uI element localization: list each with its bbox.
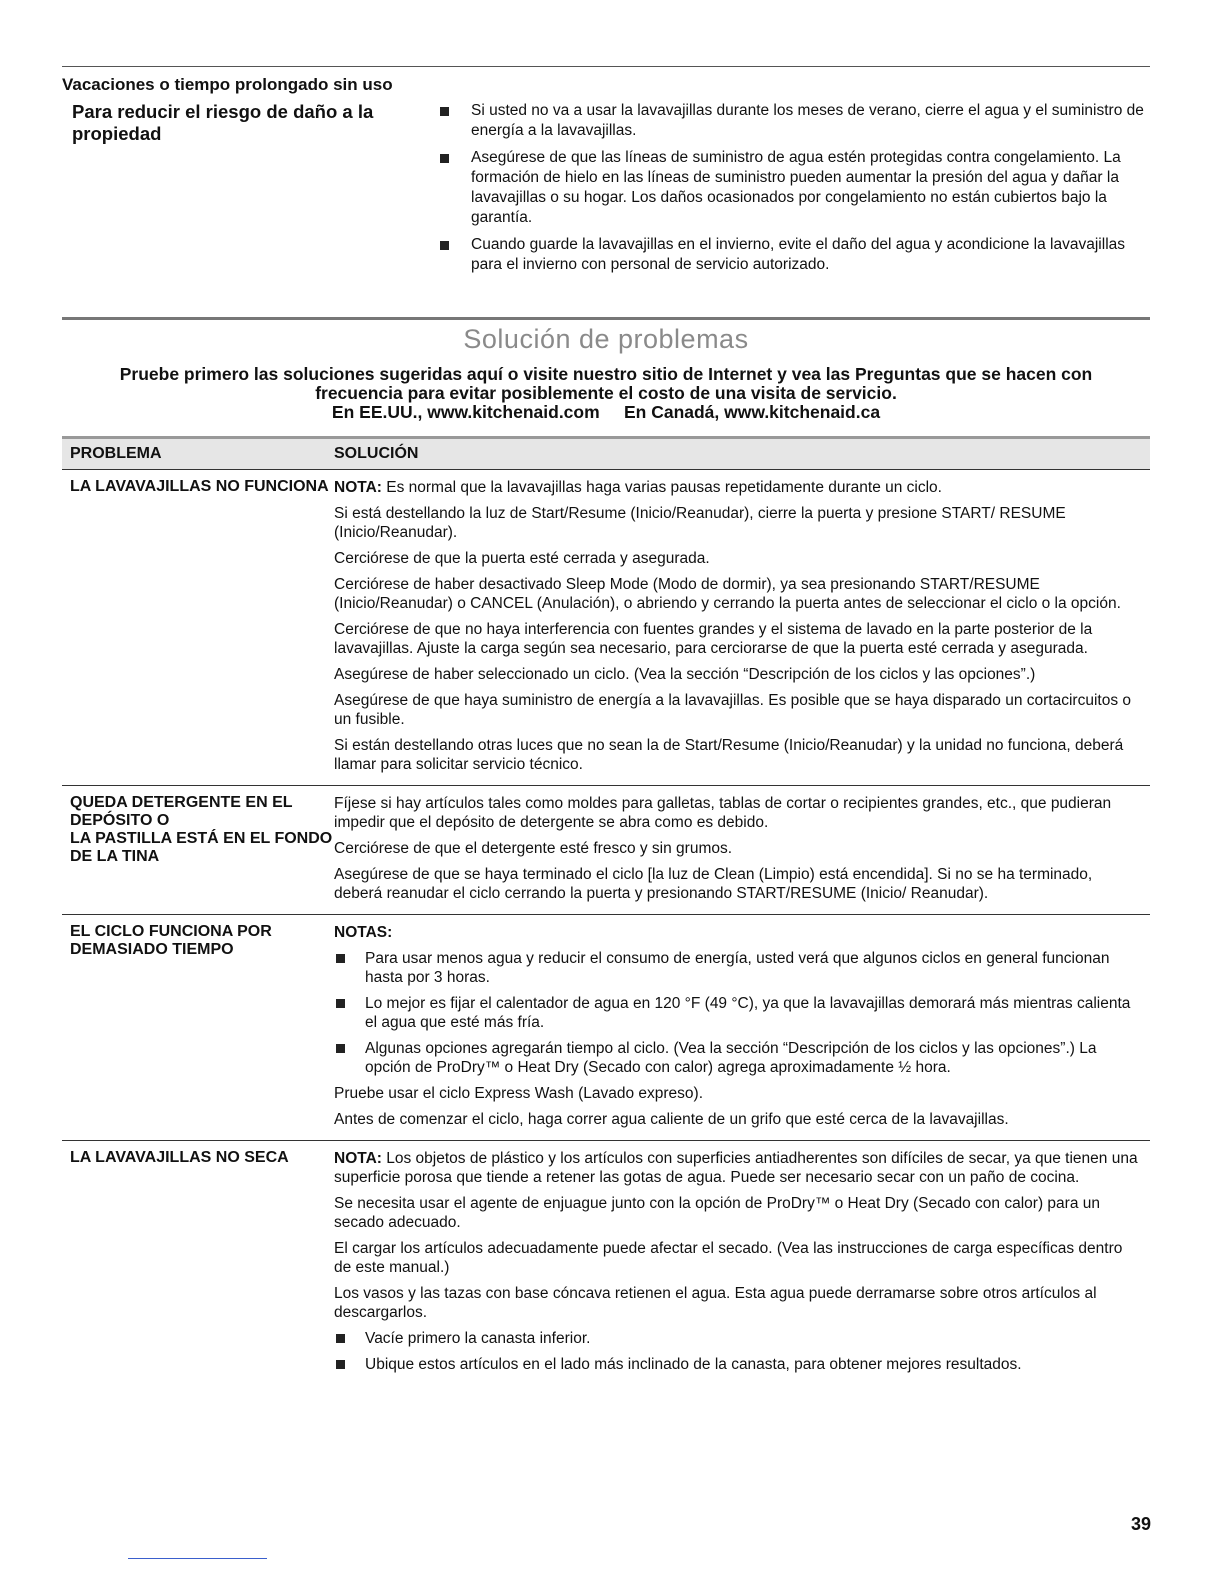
solution-text: Asegúrese de que haya suministro de energía a la lavavajillas. Es posible que se haya disparado un cortacircuitos o un fusible.: [334, 692, 1132, 728]
solution-text: Cerciórese de haber desactivado Sleep Mode (Modo de dormir), ya sea presionando START/RESUME (Inicio/Reanudar) o CANCEL (Anulación), o abriendo y cerrando la puerta antes de seleccionar el ciclo o la opción.: [334, 576, 1121, 612]
bullet-square-icon: [440, 154, 449, 163]
intro-text: [62, 365, 1150, 422]
header-problem: PROBLEMA: [70, 445, 162, 462]
solution-bullet: Para usar menos agua y reducir el consumo de energía, usted verá que algunos ciclos en general funcionan hasta por 3 horas.: [334, 949, 1142, 987]
problem-cell: EL CICLO FUNCIONA POR DEMASIADO TIEMPO: [70, 923, 272, 958]
solution-bullet: Algunas opciones agregarán tiempo al ciclo. (Vea la sección “Descripción de los ciclos y las opciones”.) La opción de ProDry™ o Heat Dry (Secado con calor) agrega aproximadamente ½ hora.: [334, 1039, 1142, 1077]
page-content: [62, 66, 1150, 1385]
vacation-bullets: [440, 101, 1150, 282]
intro-line: frecuencia para evitar posiblemente el costo de una visita de servicio.: [315, 383, 897, 403]
solution-text: Pruebe usar el ciclo Express Wash (Lavado expreso).: [334, 1085, 704, 1102]
vacation-section: [62, 101, 1150, 282]
solution-text: Asegúrese de que se haya terminado el ciclo [la luz de Clean (Limpio) está encendida]. Si no se ha terminado, deberá reanudar el ciclo cerrando la puerta y presionando START/RESUME (Inicio/ Reanudar).: [334, 866, 1093, 902]
bullet-square-icon: [440, 241, 449, 250]
header-solution: SOLUCIÓN: [334, 445, 419, 462]
table-row: [62, 469, 1150, 785]
bullet-square-icon: [336, 1044, 345, 1053]
page-number: 39: [1130, 1514, 1151, 1534]
vacation-subtitle: Para reducir el riesgo de daño a la propiedad: [72, 101, 374, 144]
note: NOTA: Los objetos de plástico y los artículos con superficies antiadherentes son difíciles de secar, ya que tienen una superficie porosa que tiende a retener las gotas de agua. Puede ser necesario secar con un paño de cocina.: [334, 1150, 1138, 1186]
solution-bullet: Vacíe primero la canasta inferior.: [334, 1329, 1142, 1348]
solution-text: Los vasos y las tazas con base cóncava retienen el agua. Esta agua puede derramarse sobre otros artículos al descargarlos.: [334, 1285, 1097, 1321]
table-row: [62, 1140, 1150, 1385]
solution-cell: [334, 478, 1150, 781]
bullet-square-icon: [440, 107, 449, 116]
intro-line: Pruebe primero las soluciones sugeridas aquí o visite nuestro sitio de Internet y vea las Preguntas que se hacen con: [119, 364, 1093, 384]
solution-text: Si está destellando la luz de Start/Resume (Inicio/Reanudar), cierre la puerta y presione START/ RESUME (Inicio/Reanudar).: [334, 505, 1066, 541]
problem-cell: LA LAVAVAJILLAS NO SECA: [70, 1149, 289, 1166]
vacation-bullet: Cuando guarde la lavavajillas en el invierno, evite el daño del agua y acondicione la lavavajillas para el invierno con personal de servicio autorizado.: [440, 235, 1150, 275]
solution-text: Cerciórese de que no haya interferencia con fuentes grandes y el sistema de lavado en la parte posterior de la lavavajillas. Ajuste la carga según sea necesario, para cerciorarse de que la puerta esté cerrada y asegurada.: [334, 621, 1093, 657]
bullet-square-icon: [336, 954, 345, 963]
bullet-square-icon: [336, 1360, 345, 1369]
section-title: Solución de problemas: [463, 324, 749, 354]
solution-text: El cargar los artículos adecuadamente puede afectar el secado. (Vea las instrucciones de carga específicas dentro de este manual.): [334, 1240, 1123, 1276]
section-rule: [62, 317, 1150, 320]
top-rule: [62, 66, 1150, 67]
bullet-square-icon: [336, 999, 345, 1008]
vacation-title: Vacaciones o tiempo prolongado sin uso: [62, 75, 393, 94]
note: NOTA: Es normal que la lavavajillas haga varias pausas repetidamente durante un ciclo.: [334, 479, 942, 496]
bullet-square-icon: [336, 1334, 345, 1343]
problem-cell: QUEDA DETERGENTE EN EL DEPÓSITO O LA PASTILLA ESTÁ EN EL FONDO DE LA TINA: [70, 794, 333, 865]
problem-cell: LA LAVAVAJILLAS NO FUNCIONA: [70, 478, 329, 495]
solution-text: Antes de comenzar el ciclo, haga correr agua caliente de un grifo que esté cerca de la lavavajillas.: [334, 1111, 1009, 1128]
bottom-divider: [128, 1558, 267, 1559]
intro-links: En EE.UU., www.kitchenaid.com En Canadá, www.kitchenaid.ca: [331, 402, 881, 422]
solution-cell: [334, 1149, 1150, 1381]
table-header: [62, 439, 1150, 469]
solution-text: Fíjese si hay artículos tales como moldes para galletas, tablas de cortar o recipientes grandes, etc., que pudieran impedir que el depósito de detergente se abra como es debido.: [334, 795, 1112, 831]
solution-bullet: Lo mejor es fijar el calentador de agua en 120 °F (49 °C), ya que la lavavajillas demorará más mientras calienta el agua que esté más fría.: [334, 994, 1142, 1032]
solution-cell: [334, 794, 1150, 910]
solution-text: Asegúrese de haber seleccionado un ciclo. (Vea la sección “Descripción de los ciclos y las opciones”.): [334, 666, 1036, 683]
table-row: [62, 785, 1150, 914]
vacation-bullet: Si usted no va a usar la lavavajillas durante los meses de verano, cierre el agua y el suministro de energía a la lavavajillas.: [440, 101, 1150, 141]
solution-text: Cerciórese de que la puerta esté cerrada y asegurada.: [334, 550, 710, 567]
table-row: [62, 914, 1150, 1140]
notes-label: NOTAS:: [334, 924, 393, 941]
vacation-bullet: Asegúrese de que las líneas de suministro de agua estén protegidas contra congelamiento. La formación de hielo en las líneas de suministro pueden aumentar la presión del agua y dañar la lavavajillas o su hogar. Los daños ocasionados por congelamiento no están cubiertos bajo la garantía.: [440, 148, 1150, 228]
solution-text: Cerciórese de que el detergente esté fresco y sin grumos.: [334, 840, 733, 857]
solution-bullet: Ubique estos artículos en el lado más inclinado de la canasta, para obtener mejores resultados.: [334, 1355, 1142, 1374]
solution-text: Si están destellando otras luces que no sean la de Start/Resume (Inicio/Reanudar) y la unidad no funciona, deberá llamar para solicitar servicio técnico.: [334, 737, 1124, 773]
solution-text: Se necesita usar el agente de enjuague junto con la opción de ProDry™ o Heat Dry (Secado con calor) para un secado adecuado.: [334, 1195, 1100, 1231]
troubleshooting-table: [62, 436, 1150, 1385]
solution-cell: [334, 923, 1150, 1136]
